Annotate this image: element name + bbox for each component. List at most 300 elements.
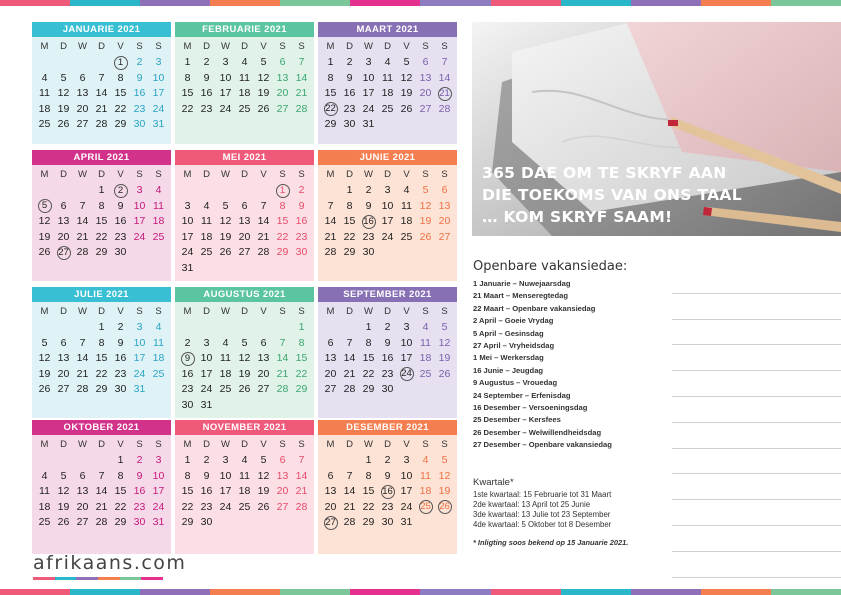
day-cell: 28 bbox=[438, 102, 451, 115]
day-cell: 15 bbox=[181, 87, 194, 100]
day-cell: 7 bbox=[298, 56, 305, 69]
stripe-segment bbox=[120, 577, 142, 580]
day-cell: 3 bbox=[155, 56, 162, 69]
day-cell: 2 bbox=[384, 454, 391, 467]
day-cell: 10 bbox=[219, 71, 232, 84]
weekday-label: S bbox=[155, 40, 162, 52]
week-row bbox=[35, 468, 168, 484]
note-line bbox=[672, 526, 841, 552]
day-cell: 20 bbox=[438, 215, 451, 228]
day-cell: 2 bbox=[136, 454, 143, 467]
day-cell: 7 bbox=[327, 199, 334, 212]
weekday-label: D bbox=[98, 438, 105, 450]
day-cell: 27 bbox=[324, 383, 337, 396]
day-cell: 6 bbox=[441, 184, 448, 197]
day-cell: 29 bbox=[95, 383, 108, 396]
weekday-label: S bbox=[155, 305, 162, 317]
day-cell: 8 bbox=[184, 469, 191, 482]
day-cell: 16 bbox=[133, 485, 146, 498]
week-row bbox=[321, 229, 454, 245]
note-line bbox=[672, 397, 841, 423]
day-cell: 20 bbox=[57, 230, 70, 243]
stripe-segment bbox=[350, 0, 420, 6]
day-cell: 19 bbox=[400, 87, 413, 100]
footnote: * Inligting soos bekend op 15 Januarie 2021. bbox=[473, 538, 629, 547]
day-cell: 29 bbox=[362, 516, 375, 529]
day-cell bbox=[378, 484, 397, 499]
holiday-item: 27 Desember – Openbare vakansiedag bbox=[473, 440, 612, 450]
day-cell: 18 bbox=[238, 87, 251, 100]
weekday-label: S bbox=[136, 305, 143, 317]
month-calendar bbox=[175, 150, 314, 281]
day-cell: 20 bbox=[324, 367, 337, 380]
day-cell: 4 bbox=[241, 56, 248, 69]
day-cell: 13 bbox=[324, 485, 337, 498]
week-row bbox=[178, 245, 311, 261]
week-row bbox=[35, 86, 168, 102]
day-cell: 18 bbox=[219, 367, 232, 380]
month-title: FEBRUARIE 2021 bbox=[175, 22, 314, 37]
weekday-label: D bbox=[203, 438, 210, 450]
day-cell: 12 bbox=[257, 71, 270, 84]
day-cell: 4 bbox=[241, 454, 248, 467]
day-cell: 7 bbox=[279, 336, 286, 349]
day-cell: 6 bbox=[327, 336, 334, 349]
slogan-line: DIE TOEKOMS VAN ONS TAAL bbox=[482, 186, 742, 204]
note-line bbox=[672, 294, 841, 320]
holiday-day: 27 bbox=[325, 516, 336, 528]
weekday-label: S bbox=[441, 438, 448, 450]
week-row bbox=[321, 214, 454, 230]
stripe-segment bbox=[280, 0, 350, 6]
day-cell: 25 bbox=[38, 516, 51, 529]
day-cell: 10 bbox=[133, 336, 146, 349]
day-cell: 4 bbox=[403, 184, 410, 197]
stripe-segment bbox=[140, 0, 210, 6]
day-cell: 11 bbox=[401, 199, 412, 212]
stripe-segment bbox=[33, 577, 55, 580]
day-cell: 13 bbox=[276, 469, 289, 482]
day-cell: 24 bbox=[133, 230, 146, 243]
weekday-label: S bbox=[298, 40, 305, 52]
stripe-segment bbox=[491, 0, 561, 6]
month-calendar bbox=[318, 420, 457, 554]
weekday-label: S bbox=[422, 305, 429, 317]
weekday-label: D bbox=[384, 168, 391, 180]
day-cell: 8 bbox=[346, 199, 353, 212]
note-line bbox=[672, 552, 841, 578]
note-line bbox=[672, 500, 841, 526]
day-cell: 23 bbox=[381, 367, 394, 380]
day-cell: 3 bbox=[155, 454, 162, 467]
weekday-label: V bbox=[260, 168, 267, 180]
weekday-label: S bbox=[155, 168, 162, 180]
stripe-segment bbox=[420, 0, 490, 6]
day-cell: 27 bbox=[76, 516, 89, 529]
week-row bbox=[35, 499, 168, 515]
day-cell: 1 bbox=[298, 321, 305, 334]
day-cell: 18 bbox=[38, 500, 51, 513]
stripe-segment bbox=[141, 577, 163, 580]
week-row bbox=[321, 198, 454, 214]
weekday-label: S bbox=[279, 305, 286, 317]
holiday-item: 24 September – Erfenisdag bbox=[473, 390, 571, 400]
weekday-label: M bbox=[183, 40, 192, 52]
day-cell: 29 bbox=[295, 383, 308, 396]
week-row bbox=[178, 397, 311, 413]
day-cell: 14 bbox=[295, 71, 308, 84]
stripe-segment bbox=[701, 589, 771, 595]
day-cell: 21 bbox=[76, 230, 89, 243]
day-cell: 10 bbox=[362, 71, 375, 84]
day-cell: 17 bbox=[381, 215, 394, 228]
day-cell: 2 bbox=[203, 56, 210, 69]
weekday-label: S bbox=[422, 40, 429, 52]
day-cell: 31 bbox=[133, 383, 146, 396]
weekday-label: S bbox=[422, 168, 429, 180]
note-line bbox=[672, 423, 841, 449]
day-cell: 8 bbox=[327, 71, 334, 84]
day-cell: 26 bbox=[438, 367, 451, 380]
day-cell: 22 bbox=[114, 102, 127, 115]
day-cell: 25 bbox=[238, 102, 251, 115]
day-cell: 11 bbox=[420, 336, 431, 349]
holiday-item: 1 Januarie – Nuwejaarsdag bbox=[473, 279, 571, 288]
week-row bbox=[35, 70, 168, 86]
weekday-label: D bbox=[384, 305, 391, 317]
day-cell: 12 bbox=[57, 87, 70, 100]
day-cell: 1 bbox=[98, 321, 105, 334]
day-cell: 12 bbox=[257, 469, 270, 482]
day-cell: 17 bbox=[362, 87, 375, 100]
day-cell: 8 bbox=[117, 71, 124, 84]
day-cell bbox=[321, 101, 340, 116]
weekday-label: V bbox=[117, 168, 124, 180]
day-cell: 28 bbox=[95, 118, 108, 131]
day-cell: 3 bbox=[365, 56, 372, 69]
day-cell: 15 bbox=[95, 215, 108, 228]
day-cell: 13 bbox=[419, 71, 432, 84]
holiday-item: 21 Maart – Menseregtedag bbox=[473, 291, 568, 301]
weekday-label: V bbox=[260, 438, 267, 450]
week-row bbox=[35, 198, 168, 214]
week-row bbox=[321, 86, 454, 102]
day-cell: 9 bbox=[117, 199, 124, 212]
day-cell: 19 bbox=[38, 230, 51, 243]
day-cell: 20 bbox=[276, 87, 289, 100]
day-cell: 2 bbox=[365, 184, 372, 197]
day-cell: 28 bbox=[95, 516, 108, 529]
holiday-day: 16 bbox=[382, 485, 393, 497]
day-cell: 28 bbox=[295, 500, 308, 513]
day-cell: 12 bbox=[219, 215, 232, 228]
day-cell: 5 bbox=[441, 321, 448, 334]
stripe-segment bbox=[210, 0, 280, 6]
day-cell: 5 bbox=[422, 184, 429, 197]
day-cell: 20 bbox=[76, 102, 89, 115]
month-calendar bbox=[175, 420, 314, 554]
week-row bbox=[35, 214, 168, 230]
day-cell: 12 bbox=[419, 199, 432, 212]
day-cell: 22 bbox=[295, 367, 308, 380]
day-cell: 17 bbox=[219, 485, 232, 498]
day-cell: 9 bbox=[298, 199, 305, 212]
holiday-item: 25 Desember – Kersfees bbox=[473, 415, 561, 425]
weekday-label: S bbox=[279, 438, 286, 450]
day-cell: 11 bbox=[239, 71, 250, 84]
week-row bbox=[178, 214, 311, 230]
day-cell: 18 bbox=[38, 102, 51, 115]
weekday-label: S bbox=[298, 168, 305, 180]
week-row bbox=[35, 515, 168, 531]
stripe-segment bbox=[420, 589, 490, 595]
day-cell: 23 bbox=[200, 102, 213, 115]
day-cell: 25 bbox=[152, 367, 165, 380]
weekday-label: W bbox=[221, 168, 230, 180]
day-cell: 9 bbox=[136, 71, 143, 84]
week-row bbox=[178, 453, 311, 469]
day-cell: 15 bbox=[362, 485, 375, 498]
month-title: OKTOBER 2021 bbox=[32, 420, 171, 435]
day-cell: 6 bbox=[241, 199, 248, 212]
day-cell: 19 bbox=[419, 215, 432, 228]
holiday-item: 1 Mei – Werkersdag bbox=[473, 353, 544, 363]
day-cell: 27 bbox=[57, 383, 70, 396]
day-cell: 13 bbox=[257, 352, 270, 365]
day-cell: 19 bbox=[219, 230, 232, 243]
day-cell: 2 bbox=[184, 336, 191, 349]
week-row bbox=[178, 499, 311, 515]
day-cell: 15 bbox=[324, 87, 337, 100]
day-cell: 31 bbox=[400, 516, 413, 529]
weekday-label: D bbox=[241, 168, 248, 180]
day-cell: 20 bbox=[276, 485, 289, 498]
day-cell: 8 bbox=[298, 336, 305, 349]
day-cell: 19 bbox=[57, 500, 70, 513]
day-cell bbox=[359, 214, 378, 229]
month-title: NOVEMBER 2021 bbox=[175, 420, 314, 435]
month-days bbox=[32, 302, 171, 418]
day-cell: 16 bbox=[181, 367, 194, 380]
day-cell: 6 bbox=[279, 454, 286, 467]
day-cell: 3 bbox=[403, 321, 410, 334]
day-cell: 30 bbox=[114, 383, 127, 396]
day-cell: 13 bbox=[276, 71, 289, 84]
day-cell: 22 bbox=[181, 500, 194, 513]
day-cell: 5 bbox=[260, 454, 267, 467]
day-cell: 19 bbox=[57, 102, 70, 115]
day-cell: 19 bbox=[38, 367, 51, 380]
day-cell: 24 bbox=[181, 246, 194, 259]
month-days bbox=[318, 302, 457, 418]
note-line bbox=[672, 345, 841, 371]
day-cell: 9 bbox=[136, 469, 143, 482]
day-cell: 4 bbox=[203, 199, 210, 212]
week-row bbox=[35, 453, 168, 469]
weekday-label: V bbox=[403, 40, 410, 52]
day-cell: 1 bbox=[327, 56, 334, 69]
weekday-label: W bbox=[78, 168, 87, 180]
day-cell: 30 bbox=[381, 516, 394, 529]
day-cell: 30 bbox=[362, 246, 375, 259]
day-cell: 3 bbox=[203, 336, 210, 349]
stripe-segment bbox=[0, 589, 70, 595]
day-cell: 3 bbox=[384, 184, 391, 197]
day-cell: 22 bbox=[181, 102, 194, 115]
holiday-day: 1 bbox=[276, 184, 290, 198]
week-row bbox=[178, 351, 311, 367]
quarter-item: 2de kwartaal: 13 April tot 25 Junie bbox=[473, 500, 591, 509]
day-cell: 17 bbox=[219, 87, 232, 100]
quarter-item: 4de kwartaal: 5 Oktober tot 8 Desember bbox=[473, 520, 612, 529]
month-days bbox=[318, 37, 457, 144]
day-cell: 5 bbox=[60, 71, 67, 84]
day-cell: 5 bbox=[260, 56, 267, 69]
weekday-label: W bbox=[364, 40, 373, 52]
day-cell: 21 bbox=[76, 367, 89, 380]
day-cell: 22 bbox=[95, 367, 108, 380]
day-cell: 29 bbox=[276, 246, 289, 259]
weekday-label: M bbox=[40, 40, 49, 52]
day-cell: 25 bbox=[419, 367, 432, 380]
weekday-label: D bbox=[346, 168, 353, 180]
holiday-item: 27 April – Vryheidsdag bbox=[473, 340, 555, 350]
month-calendar bbox=[318, 22, 457, 144]
week-row bbox=[321, 499, 454, 515]
day-cell: 21 bbox=[343, 500, 356, 513]
day-cell: 30 bbox=[343, 118, 356, 131]
day-cell: 27 bbox=[238, 246, 251, 259]
day-cell: 20 bbox=[324, 500, 337, 513]
month-days bbox=[175, 302, 314, 418]
day-cell: 29 bbox=[343, 246, 356, 259]
day-cell: 6 bbox=[260, 336, 267, 349]
weekday-label: D bbox=[241, 438, 248, 450]
weekday-label: W bbox=[364, 305, 373, 317]
day-cell: 31 bbox=[362, 118, 375, 131]
weekday-label: M bbox=[326, 40, 335, 52]
day-cell: 9 bbox=[384, 336, 391, 349]
day-cell: 21 bbox=[295, 87, 308, 100]
day-cell: 25 bbox=[219, 383, 232, 396]
stripe-segment bbox=[561, 589, 631, 595]
day-cell: 10 bbox=[381, 199, 394, 212]
day-cell: 13 bbox=[76, 87, 89, 100]
day-cell: 9 bbox=[203, 469, 210, 482]
weekday-label: W bbox=[221, 438, 230, 450]
weekday-label: D bbox=[98, 40, 105, 52]
weekday-label: S bbox=[136, 438, 143, 450]
weekday-label: D bbox=[346, 305, 353, 317]
day-cell bbox=[435, 86, 454, 101]
day-cell: 2 bbox=[117, 321, 124, 334]
day-cell: 23 bbox=[200, 500, 213, 513]
day-cell: 29 bbox=[114, 118, 127, 131]
week-row bbox=[35, 101, 168, 117]
day-cell: 6 bbox=[279, 56, 286, 69]
holiday-item: 16 Desember – Versoeningsdag bbox=[473, 402, 588, 412]
day-cell: 22 bbox=[276, 230, 289, 243]
day-cell: 10 bbox=[400, 469, 413, 482]
day-cell: 13 bbox=[438, 199, 451, 212]
day-cell: 14 bbox=[95, 87, 108, 100]
day-cell: 4 bbox=[422, 321, 429, 334]
weekday-label: D bbox=[346, 40, 353, 52]
week-row bbox=[178, 101, 311, 117]
day-cell: 9 bbox=[346, 71, 353, 84]
day-cell: 1 bbox=[365, 321, 372, 334]
weekday-label: V bbox=[403, 168, 410, 180]
day-cell: 5 bbox=[222, 199, 229, 212]
holiday-day: 1 bbox=[114, 56, 128, 70]
day-cell: 16 bbox=[381, 352, 394, 365]
day-cell: 12 bbox=[238, 352, 251, 365]
day-cell: 16 bbox=[114, 215, 127, 228]
week-row bbox=[35, 229, 168, 245]
week-row bbox=[321, 117, 454, 133]
note-line bbox=[672, 474, 841, 500]
day-cell: 14 bbox=[76, 215, 89, 228]
month-days bbox=[32, 435, 171, 554]
day-cell: 23 bbox=[114, 230, 127, 243]
day-cell: 19 bbox=[257, 485, 270, 498]
day-cell: 31 bbox=[152, 516, 165, 529]
week-row bbox=[178, 86, 311, 102]
month-title: JUNIE 2021 bbox=[318, 150, 457, 165]
day-cell: 9 bbox=[203, 71, 210, 84]
day-cell: 15 bbox=[114, 485, 127, 498]
day-cell: 6 bbox=[327, 469, 334, 482]
day-cell: 30 bbox=[114, 246, 127, 259]
quarters-heading: Kwartale* bbox=[473, 477, 514, 488]
day-cell: 1 bbox=[117, 454, 124, 467]
day-cell: 24 bbox=[200, 383, 213, 396]
day-cell: 14 bbox=[324, 215, 337, 228]
day-cell: 24 bbox=[219, 500, 232, 513]
day-cell: 11 bbox=[153, 199, 164, 212]
day-cell: 16 bbox=[343, 87, 356, 100]
weekday-label: S bbox=[136, 40, 143, 52]
day-cell: 10 bbox=[200, 352, 213, 365]
slogan-line: … KOM SKRYF SAAM! bbox=[482, 208, 673, 226]
day-cell: 2 bbox=[136, 56, 143, 69]
day-cell: 21 bbox=[276, 367, 289, 380]
stripe-segment bbox=[210, 589, 280, 595]
day-cell: 21 bbox=[295, 485, 308, 498]
day-cell: 29 bbox=[181, 516, 194, 529]
stripe-segment bbox=[631, 589, 701, 595]
day-cell: 16 bbox=[200, 485, 213, 498]
weekday-label: V bbox=[260, 305, 267, 317]
week-row bbox=[321, 245, 454, 261]
day-cell: 25 bbox=[200, 246, 213, 259]
day-cell: 7 bbox=[79, 336, 86, 349]
day-cell: 15 bbox=[114, 87, 127, 100]
weekday-label: D bbox=[60, 40, 67, 52]
weekday-label: D bbox=[241, 40, 248, 52]
day-cell: 26 bbox=[257, 102, 270, 115]
top-color-stripe bbox=[0, 0, 841, 6]
day-cell: 18 bbox=[238, 485, 251, 498]
day-cell: 6 bbox=[422, 56, 429, 69]
week-row bbox=[178, 320, 311, 336]
day-cell: 6 bbox=[79, 469, 86, 482]
day-cell: 13 bbox=[76, 485, 89, 498]
day-cell: 8 bbox=[365, 469, 372, 482]
weekday-label: D bbox=[241, 305, 248, 317]
hero-photo bbox=[472, 22, 841, 236]
stripe-segment bbox=[70, 0, 140, 6]
